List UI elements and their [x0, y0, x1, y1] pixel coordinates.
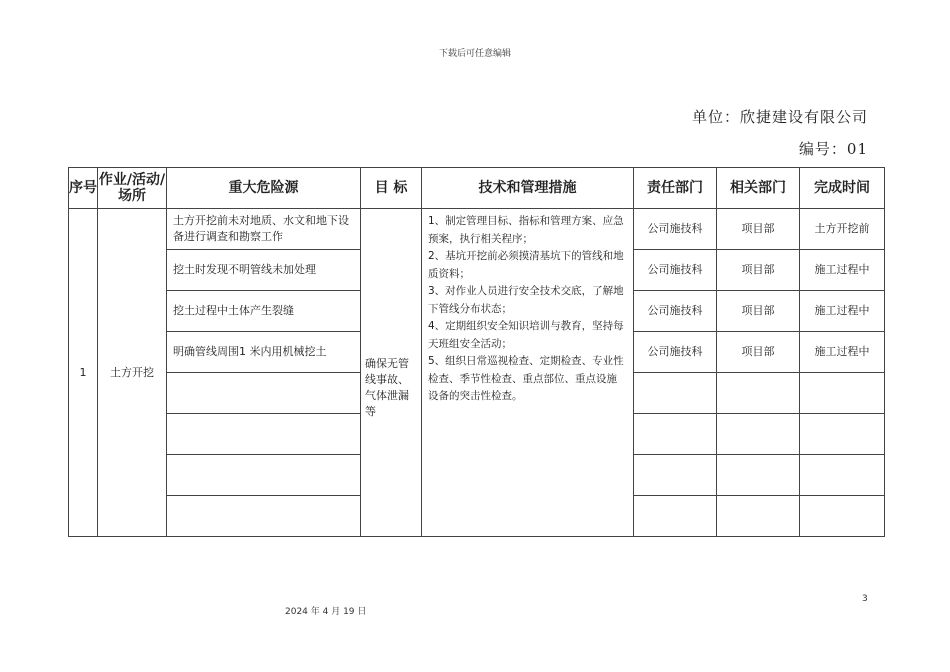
hazard-table	[68, 167, 885, 537]
related-cell: 项目部	[717, 250, 800, 291]
seq-cell: 1	[69, 209, 98, 537]
completion-cell: 施工过程中	[800, 250, 885, 291]
document-number: 编号：01	[798, 140, 868, 158]
related-cell: 项目部	[717, 209, 800, 250]
hazard-cell	[167, 455, 361, 496]
completion-cell: 施工过程中	[800, 291, 885, 332]
related-cell	[717, 496, 800, 537]
completion-cell: 施工过程中	[800, 332, 885, 373]
measure-item: 5、组织日常巡视检查、定期检查、专业性检查、季节性检查、重点部位、重点设施设备的突击性检查。	[428, 355, 624, 402]
unit-label: 单位：欣捷建设有限公司	[691, 108, 868, 126]
responsible-cell	[634, 373, 717, 414]
related-cell: 项目部	[717, 332, 800, 373]
measure-item: 3、对作业人员进行安全技术交底，了解地下管线分布状态；	[428, 285, 624, 315]
col-header-completion: 完成时间	[800, 168, 885, 209]
col-header-goal: 目 标	[361, 168, 422, 209]
related-cell	[717, 373, 800, 414]
page-number: 3	[862, 594, 868, 604]
col-header-activity: 作业/活动/场所	[98, 168, 167, 209]
measure-item: 1、制定管理目标、指标和管理方案、应急预案，执行相关程序；	[428, 215, 624, 245]
hazard-cell	[167, 496, 361, 537]
completion-cell	[800, 455, 885, 496]
related-cell	[717, 455, 800, 496]
activity-cell: 土方开挖	[98, 209, 167, 537]
related-cell	[717, 414, 800, 455]
related-cell: 项目部	[717, 291, 800, 332]
responsible-cell: 公司施技科	[634, 332, 717, 373]
responsible-cell: 公司施技科	[634, 250, 717, 291]
responsible-cell	[634, 455, 717, 496]
col-header-hazard: 重大危险源	[167, 168, 361, 209]
hazard-cell: 挖土过程中土体产生裂缝	[167, 291, 361, 332]
responsible-cell	[634, 414, 717, 455]
table-row	[69, 209, 885, 250]
completion-cell: 土方开挖前	[800, 209, 885, 250]
hazard-cell	[167, 414, 361, 455]
col-header-measures: 技术和管理措施	[422, 168, 634, 209]
responsible-cell: 公司施技科	[634, 209, 717, 250]
responsible-cell	[634, 496, 717, 537]
hazard-cell: 明确管线周围1 米内用机械挖土	[167, 332, 361, 373]
footer-date: 2024 年 4 月 19 日	[285, 607, 367, 617]
measure-item: 2、基坑开挖前必须摸清基坑下的管线和地质资料；	[428, 250, 624, 280]
col-header-related: 相关部门	[717, 168, 800, 209]
completion-cell	[800, 414, 885, 455]
measure-item: 4、定期组织安全知识培训与教育，坚持每天班组安全活动；	[428, 320, 624, 350]
completion-cell	[800, 496, 885, 537]
col-header-seq: 序号	[69, 168, 98, 209]
measures-cell	[422, 209, 634, 537]
responsible-cell: 公司施技科	[634, 291, 717, 332]
completion-cell	[800, 373, 885, 414]
hazard-cell: 挖土时发现不明管线未加处理	[167, 250, 361, 291]
col-header-responsible: 责任部门	[634, 168, 717, 209]
header-note: 下载后可任意编辑	[438, 49, 511, 59]
goal-text: 确保无管线事故、气体泄漏等	[365, 356, 409, 418]
hazard-cell	[167, 373, 361, 414]
goal-cell	[361, 209, 422, 537]
hazard-cell: 土方开挖前未对地质、水文和地下设备进行调查和勘察工作	[167, 209, 361, 250]
table-header-row	[69, 168, 885, 209]
